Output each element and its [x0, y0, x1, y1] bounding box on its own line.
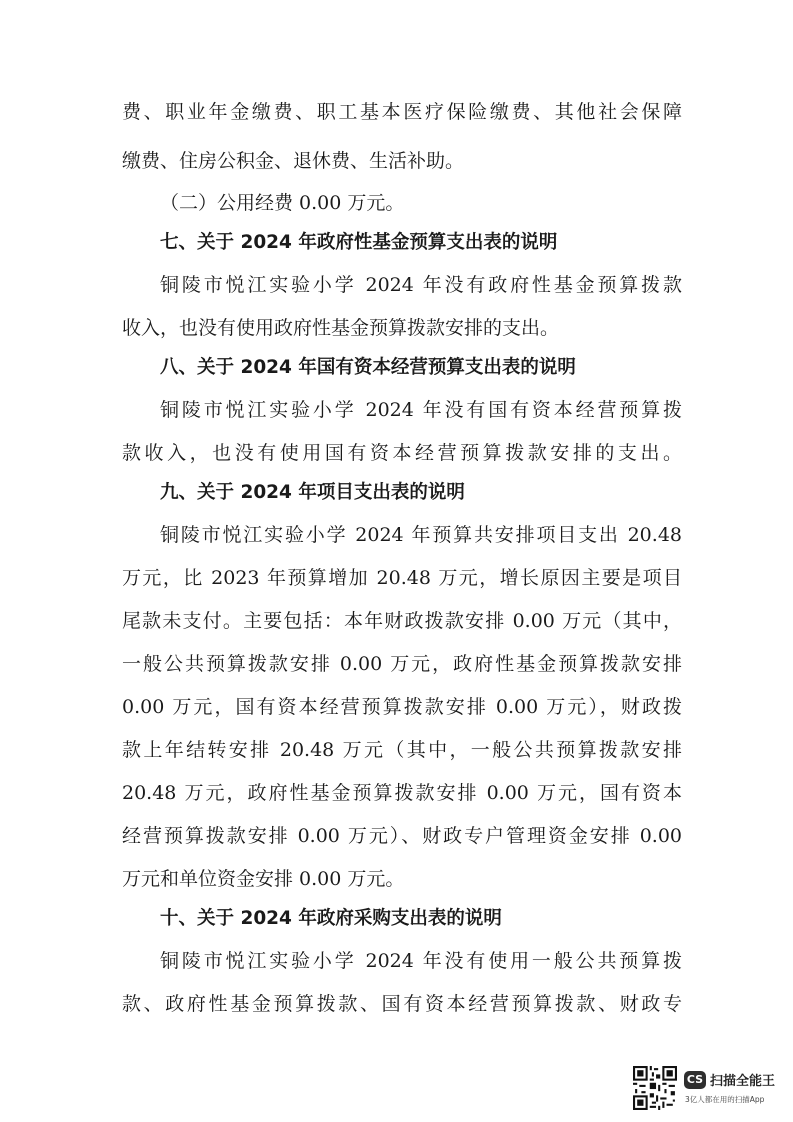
body-line: 万元，比 2023 年预算增加 20.48 万元，增长原因主要是项目: [122, 567, 682, 589]
section-heading: 八、关于 2024 年国有资本经营预算支出表的说明: [160, 357, 576, 378]
body-line: 款上年结转安排 20.48 万元（其中，一般公共预算拨款安排: [122, 739, 682, 761]
body-line: 经营预算拨款安排 0.00 万元）、财政专户管理资金安排 0.00: [122, 825, 682, 847]
section-heading: 九、关于 2024 年项目支出表的说明: [160, 482, 465, 503]
body-line: 款、政府性基金预算拨款、国有资本经营预算拨款、财政专: [122, 993, 682, 1015]
body-line: （二）公用经费 0.00 万元。: [160, 192, 405, 214]
camscanner-logo: CS: [684, 1071, 706, 1089]
brand-slogan: 3亿人都在用的扫描App: [685, 1095, 765, 1104]
body-line: 铜陵市悦江实验小学 2024 年没有国有资本经营预算拨: [160, 399, 682, 421]
body-line: 铜陵市悦江实验小学 2024 年没有政府性基金预算拨款: [160, 274, 682, 296]
body-line: 尾款未支付。主要包括：本年财政拨款安排 0.00 万元（其中，: [122, 610, 682, 632]
body-line: 铜陵市悦江实验小学 2024 年没有使用一般公共预算拨: [160, 950, 682, 972]
section-heading: 七、关于 2024 年政府性基金预算支出表的说明: [160, 232, 558, 253]
body-line: 0.00 万元，国有资本经营预算拨款安排 0.00 万元），财政拨: [122, 696, 682, 718]
section-heading: 十、关于 2024 年政府采购支出表的说明: [160, 908, 502, 929]
brand-name: 扫描全能王: [710, 1074, 776, 1089]
scanner-watermark: [633, 1066, 783, 1112]
body-line: 铜陵市悦江实验小学 2024 年预算共安排项目支出 20.48: [160, 524, 682, 546]
body-line: 款收入，也没有使用国有资本经营预算拨款安排的支出。: [122, 442, 682, 464]
qr-code-icon: [633, 1066, 677, 1110]
body-line: 一般公共预算拨款安排 0.00 万元，政府性基金预算拨款安排: [122, 653, 682, 675]
body-line: 收入，也没有使用政府性基金预算拨款安排的支出。: [122, 317, 560, 339]
body-line: 缴费、住房公积金、退休费、生活补助。: [122, 150, 465, 172]
body-line: 20.48 万元，政府性基金预算拨款安排 0.00 万元，国有资本: [122, 782, 682, 804]
body-line: 费、职业年金缴费、职工基本医疗保险缴费、其他社会保障: [122, 101, 682, 123]
body-line: 万元和单位资金安排 0.00 万元。: [122, 868, 405, 890]
